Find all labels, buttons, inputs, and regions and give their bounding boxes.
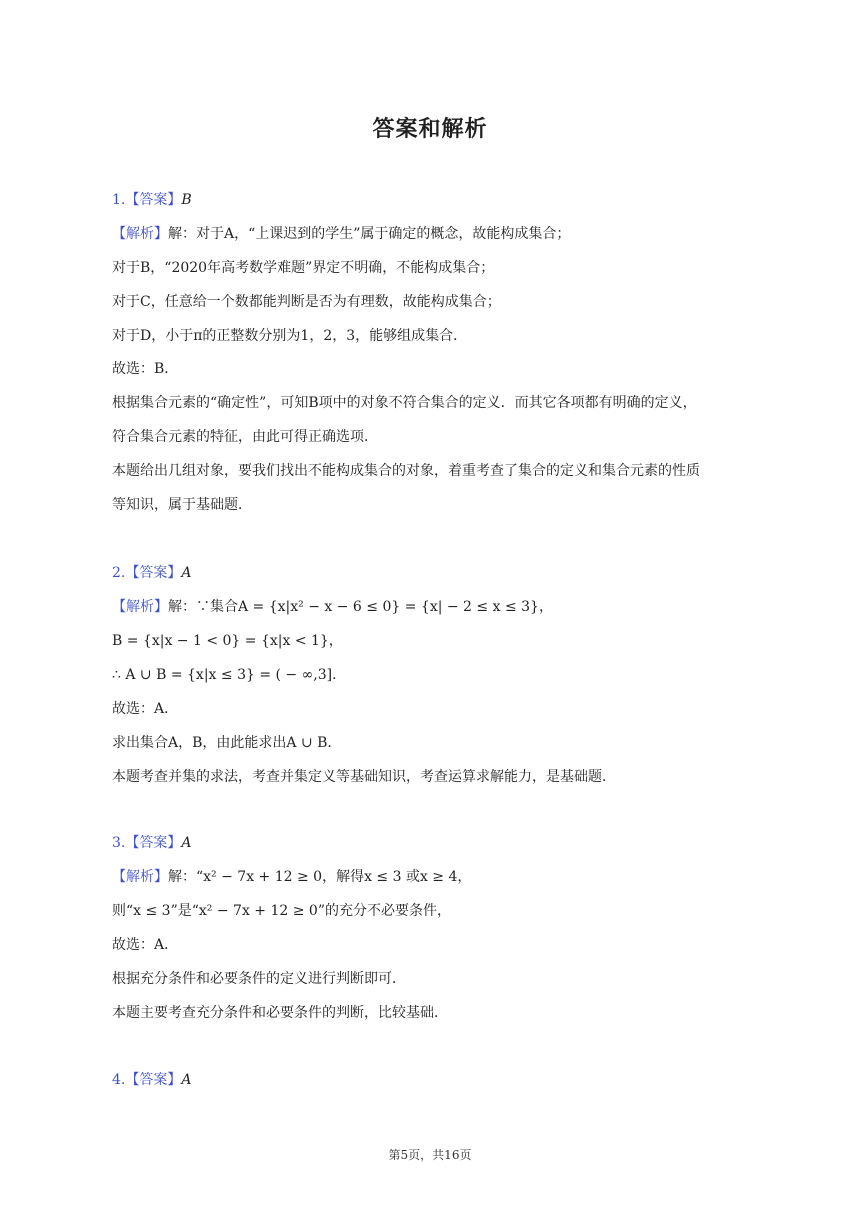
q2-analysis-label: 【解析】: [112, 599, 168, 615]
q4-answer-line: [112, 1070, 752, 1090]
q4-answer-value: A: [181, 1072, 192, 1088]
q1-analysis-label: 【解析】: [112, 226, 168, 242]
q2-answer-line: [112, 563, 752, 583]
q3-number: 3.: [112, 835, 126, 851]
q1-text-0: 解：对于A，“上课迟到的学生”属于确定的概念，故能构成集合；: [168, 226, 571, 242]
q3-text-0: 解：“x² − 7x + 12 ≥ 0，解得x ≤ 3 或x ≥ 4，: [168, 869, 472, 885]
q3-text-4: 本题主要考查充分条件和必要条件的判断，比较基础．: [112, 1005, 448, 1021]
page-title: 答案和解析: [372, 117, 488, 142]
q2-text-2: ∴ A ∪ B = {x|x ≤ 3} = ( − ∞,3]．: [112, 667, 347, 683]
q3-text-3: 根据充分条件和必要条件的定义进行判断即可．: [112, 971, 406, 987]
q1-text-1: 对于B，“2020年高考数学难题”界定不明确，不能构成集合；: [112, 260, 495, 276]
q3-answer-line: [112, 833, 752, 853]
q1-number: 1.: [112, 192, 126, 208]
q4-answer-label: 【答案】: [125, 1072, 182, 1088]
q1-text-3: 对于D，小于π的正整数分别为1，2，3，能够组成集合．: [112, 328, 468, 344]
q1-text-5: 根据集合元素的“确定性”，可知B项中的对象不符合集合的定义．而其它各项都有明确的定义，: [112, 395, 697, 411]
q1-answer-value: B: [181, 192, 192, 208]
page-footer: 第5页，共16页: [388, 1148, 472, 1162]
q3-answer-value: A: [181, 835, 192, 851]
q3-analysis-line: [112, 867, 752, 887]
q1-text-7: 本题给出几组对象，要我们找出不能构成集合的对象，着重考查了集合的定义和集合元素的性质: [112, 463, 700, 479]
q3-answer-label: 【答案】: [125, 835, 182, 851]
q2-answer-value: A: [181, 565, 192, 581]
q1-answer-line: [112, 190, 752, 210]
q1-text-6: 符合集合元素的特征，由此可得正确选项．: [112, 429, 378, 445]
q2-analysis-line: [112, 597, 752, 617]
q3-text-2: 故选：A．: [112, 937, 179, 953]
q1-text-4: 故选：B．: [112, 361, 179, 377]
q2-number: 2.: [112, 565, 126, 581]
q2-text-5: 本题考查并集的求法，考查并集定义等基础知识，考查运算求解能力，是基础题．: [112, 769, 616, 785]
q1-text-8: 等知识，属于基础题．: [112, 497, 252, 513]
q1-text-2: 对于C，任意给一个数都能判断是否为有理数，故能构成集合；: [112, 294, 501, 310]
q1-analysis-line: [112, 224, 752, 244]
q2-text-3: 故选：A．: [112, 701, 179, 717]
q2-text-4: 求出集合A，B，由此能求出A ∪ B．: [112, 735, 342, 751]
q2-text-1: B = {x|x − 1 < 0} = {x|x < 1}，: [112, 633, 343, 649]
q1-answer-label: 【答案】: [125, 192, 182, 208]
q2-answer-label: 【答案】: [125, 565, 182, 581]
q4-number: 4.: [112, 1072, 126, 1088]
q3-text-1: 则“x ≤ 3”是“x² − 7x + 12 ≥ 0”的充分不必要条件，: [112, 903, 451, 919]
q3-analysis-label: 【解析】: [112, 869, 168, 885]
q2-text-0: 解：∵集合A = {x|x² − x − 6 ≤ 0} = {x| − 2 ≤ x ≤ 3}，: [168, 599, 553, 615]
